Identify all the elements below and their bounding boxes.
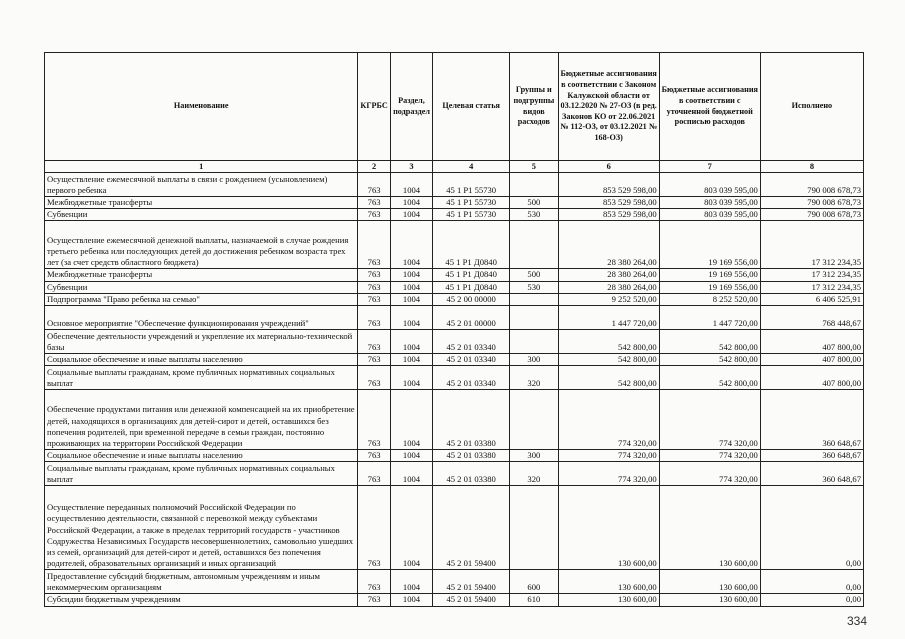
row-executed: 768 448,67 xyxy=(760,306,863,330)
row-name: Межбюджетные трансферты xyxy=(45,197,358,209)
row-group xyxy=(510,306,559,330)
table-row xyxy=(45,570,864,594)
header-executed: Исполнено xyxy=(760,53,863,161)
row-kgrbs: 763 xyxy=(358,209,390,221)
row-section: 1004 xyxy=(390,173,432,197)
row-section: 1004 xyxy=(390,197,432,209)
row-assign-law: 130 600,00 xyxy=(558,486,659,570)
row-assign-law: 542 800,00 xyxy=(558,330,659,354)
row-name: Социальное обеспечение и иные выплаты населению xyxy=(45,450,358,462)
row-target: 45 2 01 03380 xyxy=(433,462,510,486)
row-section: 1004 xyxy=(390,293,432,305)
row-section: 1004 xyxy=(390,594,432,606)
row-name: Обеспечение продуктами питания или денежной компенсацией на их приобретение детей, находящихся в организациях для детей-сирот и детей, оставшихся без попечения родителей, при временной передаче в семьи граждан, постоянно проживающих на территории Российской Федерации xyxy=(45,390,358,450)
row-name: Основное мероприятие "Обеспечение функционирования учреждений" xyxy=(45,306,358,330)
row-group: 320 xyxy=(510,462,559,486)
row-executed: 17 312 234,35 xyxy=(760,281,863,293)
row-kgrbs: 763 xyxy=(358,293,390,305)
column-number: 1 xyxy=(45,161,358,173)
row-assign-spec: 542 800,00 xyxy=(659,354,760,366)
row-section: 1004 xyxy=(390,486,432,570)
table-row xyxy=(45,209,864,221)
row-assign-law: 853 529 598,00 xyxy=(558,197,659,209)
table-row xyxy=(45,390,864,450)
row-target: 45 2 01 03340 xyxy=(433,366,510,390)
row-executed: 407 800,00 xyxy=(760,354,863,366)
row-assign-spec: 774 320,00 xyxy=(659,450,760,462)
row-section: 1004 xyxy=(390,209,432,221)
row-name: Обеспечение деятельности учреждений и укрепление их материально-технической базы xyxy=(45,330,358,354)
row-assign-spec: 19 169 556,00 xyxy=(659,281,760,293)
table-row xyxy=(45,293,864,305)
row-group: 600 xyxy=(510,570,559,594)
row-assign-law: 774 320,00 xyxy=(558,390,659,450)
row-executed: 360 648,67 xyxy=(760,450,863,462)
row-group xyxy=(510,390,559,450)
row-group: 320 xyxy=(510,366,559,390)
row-executed: 790 008 678,73 xyxy=(760,173,863,197)
row-assign-law: 28 380 264,00 xyxy=(558,221,659,269)
row-group xyxy=(510,330,559,354)
column-number: 2 xyxy=(358,161,390,173)
table-row xyxy=(45,594,864,606)
row-assign-spec: 542 800,00 xyxy=(659,366,760,390)
row-assign-law: 130 600,00 xyxy=(558,570,659,594)
table-row xyxy=(45,269,864,281)
row-target: 45 2 01 59400 xyxy=(433,594,510,606)
row-assign-law: 774 320,00 xyxy=(558,462,659,486)
table-row xyxy=(45,330,864,354)
table-row xyxy=(45,486,864,570)
budget-table xyxy=(44,52,864,607)
row-assign-law: 853 529 598,00 xyxy=(558,209,659,221)
row-executed: 790 008 678,73 xyxy=(760,197,863,209)
row-target: 45 2 01 03380 xyxy=(433,390,510,450)
row-executed: 360 648,67 xyxy=(760,462,863,486)
row-kgrbs: 763 xyxy=(358,330,390,354)
row-kgrbs: 763 xyxy=(358,570,390,594)
header-name: Наименование xyxy=(45,53,358,161)
row-kgrbs: 763 xyxy=(358,594,390,606)
row-assign-spec: 8 252 520,00 xyxy=(659,293,760,305)
row-assign-spec: 19 169 556,00 xyxy=(659,269,760,281)
column-number: 7 xyxy=(659,161,760,173)
header-section: Раздел, подраздел xyxy=(390,53,432,161)
table-row xyxy=(45,450,864,462)
row-executed: 0,00 xyxy=(760,486,863,570)
row-target: 45 1 P1 Д0840 xyxy=(433,221,510,269)
row-section: 1004 xyxy=(390,390,432,450)
row-target: 45 2 00 00000 xyxy=(433,293,510,305)
row-assign-spec: 803 039 595,00 xyxy=(659,173,760,197)
row-assign-spec: 19 169 556,00 xyxy=(659,221,760,269)
header-groups: Группы и подгруппы видов расходов xyxy=(510,53,559,161)
row-kgrbs: 763 xyxy=(358,221,390,269)
row-assign-spec: 1 447 720,00 xyxy=(659,306,760,330)
row-group: 300 xyxy=(510,450,559,462)
row-kgrbs: 763 xyxy=(358,354,390,366)
row-target: 45 1 P1 55730 xyxy=(433,173,510,197)
table-row xyxy=(45,366,864,390)
table-row xyxy=(45,306,864,330)
row-group: 530 xyxy=(510,209,559,221)
table-row xyxy=(45,173,864,197)
row-executed: 17 312 234,35 xyxy=(760,269,863,281)
row-executed: 6 406 525,91 xyxy=(760,293,863,305)
row-name: Субсидии бюджетным учреждениям xyxy=(45,594,358,606)
row-name: Социальные выплаты гражданам, кроме публичных нормативных социальных выплат xyxy=(45,366,358,390)
row-group xyxy=(510,221,559,269)
row-assign-spec: 803 039 595,00 xyxy=(659,197,760,209)
header-target: Целевая статья xyxy=(433,53,510,161)
row-group: 300 xyxy=(510,354,559,366)
row-kgrbs: 763 xyxy=(358,366,390,390)
row-name: Осуществление переданных полномочий Российской Федерации по осуществлению деятельности, связанной с перевозкой между субъектами Российской Федерации, а также в пределах территорий государств - участников Содружества Независимых Государств несовершеннолетних, самовольно ушедших из семей, организаций для детей-сирот и детей, оставшихся без попечения родителей, образовательных организаций и иных организаций xyxy=(45,486,358,570)
row-assign-law: 28 380 264,00 xyxy=(558,281,659,293)
row-section: 1004 xyxy=(390,450,432,462)
row-kgrbs: 763 xyxy=(358,450,390,462)
row-assign-law: 1 447 720,00 xyxy=(558,306,659,330)
row-assign-law: 28 380 264,00 xyxy=(558,269,659,281)
row-kgrbs: 763 xyxy=(358,390,390,450)
row-target: 45 2 01 03380 xyxy=(433,450,510,462)
row-section: 1004 xyxy=(390,462,432,486)
row-assign-spec: 774 320,00 xyxy=(659,462,760,486)
row-target: 45 2 01 00000 xyxy=(433,306,510,330)
column-number: 8 xyxy=(760,161,863,173)
row-target: 45 2 01 59400 xyxy=(433,570,510,594)
row-assign-spec: 130 600,00 xyxy=(659,486,760,570)
row-section: 1004 xyxy=(390,366,432,390)
row-executed: 360 648,67 xyxy=(760,390,863,450)
table-row xyxy=(45,197,864,209)
row-kgrbs: 763 xyxy=(358,173,390,197)
column-number: 3 xyxy=(390,161,432,173)
header-kgrbs: КГРБС xyxy=(358,53,390,161)
row-target: 45 2 01 59400 xyxy=(433,486,510,570)
row-section: 1004 xyxy=(390,354,432,366)
row-assign-spec: 542 800,00 xyxy=(659,330,760,354)
row-name: Социальные выплаты гражданам, кроме публичных нормативных социальных выплат xyxy=(45,462,358,486)
row-kgrbs: 763 xyxy=(358,306,390,330)
row-section: 1004 xyxy=(390,221,432,269)
row-assign-law: 542 800,00 xyxy=(558,366,659,390)
row-assign-spec: 130 600,00 xyxy=(659,570,760,594)
row-target: 45 1 P1 55730 xyxy=(433,197,510,209)
row-kgrbs: 763 xyxy=(358,462,390,486)
column-number: 4 xyxy=(433,161,510,173)
table-header-row xyxy=(45,53,864,161)
row-group: 500 xyxy=(510,269,559,281)
row-assign-spec: 130 600,00 xyxy=(659,594,760,606)
row-group: 500 xyxy=(510,197,559,209)
row-name: Межбюджетные трансферты xyxy=(45,269,358,281)
row-group: 610 xyxy=(510,594,559,606)
row-section: 1004 xyxy=(390,570,432,594)
row-target: 45 2 01 03340 xyxy=(433,330,510,354)
row-assign-law: 853 529 598,00 xyxy=(558,173,659,197)
row-kgrbs: 763 xyxy=(358,281,390,293)
row-name: Субвенции xyxy=(45,281,358,293)
row-kgrbs: 763 xyxy=(358,197,390,209)
row-assign-law: 9 252 520,00 xyxy=(558,293,659,305)
row-kgrbs: 763 xyxy=(358,269,390,281)
column-number: 5 xyxy=(510,161,559,173)
header-assign-law: Бюджетные ассигнования в соответствии с Законом Калужской области от 03.12.2020 № 27-ОЗ (в ред. Законов КО от 22.06.2021 № 112-ОЗ, от 03.12.2021 № 168-ОЗ) xyxy=(558,53,659,161)
table-row xyxy=(45,354,864,366)
row-name: Предоставление субсидий бюджетным, автономным учреждениям и иным некоммерческим организациям xyxy=(45,570,358,594)
table-row xyxy=(45,221,864,269)
row-group: 530 xyxy=(510,281,559,293)
table-row xyxy=(45,462,864,486)
row-assign-spec: 774 320,00 xyxy=(659,390,760,450)
row-target: 45 2 01 03340 xyxy=(433,354,510,366)
row-group xyxy=(510,173,559,197)
row-assign-spec: 803 039 595,00 xyxy=(659,209,760,221)
column-number: 6 xyxy=(558,161,659,173)
row-group xyxy=(510,293,559,305)
row-section: 1004 xyxy=(390,306,432,330)
row-executed: 407 800,00 xyxy=(760,330,863,354)
row-executed: 0,00 xyxy=(760,594,863,606)
row-executed: 0,00 xyxy=(760,570,863,594)
row-target: 45 1 P1 55730 xyxy=(433,209,510,221)
row-executed: 17 312 234,35 xyxy=(760,221,863,269)
header-assign-spec: Бюджетные ассигнования в соответствии с уточненной бюджетной росписью расходов xyxy=(659,53,760,161)
page-number: 334 xyxy=(846,614,867,628)
row-name: Подпрограмма "Право ребенка на семью" xyxy=(45,293,358,305)
row-executed: 790 008 678,73 xyxy=(760,209,863,221)
row-kgrbs: 763 xyxy=(358,486,390,570)
row-name: Субвенции xyxy=(45,209,358,221)
row-section: 1004 xyxy=(390,330,432,354)
row-assign-law: 542 800,00 xyxy=(558,354,659,366)
row-target: 45 1 P1 Д0840 xyxy=(433,281,510,293)
column-number-row xyxy=(45,161,864,173)
row-section: 1004 xyxy=(390,281,432,293)
table-row xyxy=(45,281,864,293)
row-name: Социальное обеспечение и иные выплаты населению xyxy=(45,354,358,366)
row-name: Осуществление ежемесячной выплаты в связи с рождением (усыновлением) первого ребенка xyxy=(45,173,358,197)
row-group xyxy=(510,486,559,570)
row-section: 1004 xyxy=(390,269,432,281)
row-assign-law: 774 320,00 xyxy=(558,450,659,462)
row-target: 45 1 P1 Д0840 xyxy=(433,269,510,281)
row-assign-law: 130 600,00 xyxy=(558,594,659,606)
row-executed: 407 800,00 xyxy=(760,366,863,390)
row-name: Осуществление ежемесячной денежной выплаты, назначаемой в случае рождения третьего ребенка или последующих детей до достижения ребенком возраста трех лет (за счет средств областного бюджета) xyxy=(45,221,358,269)
